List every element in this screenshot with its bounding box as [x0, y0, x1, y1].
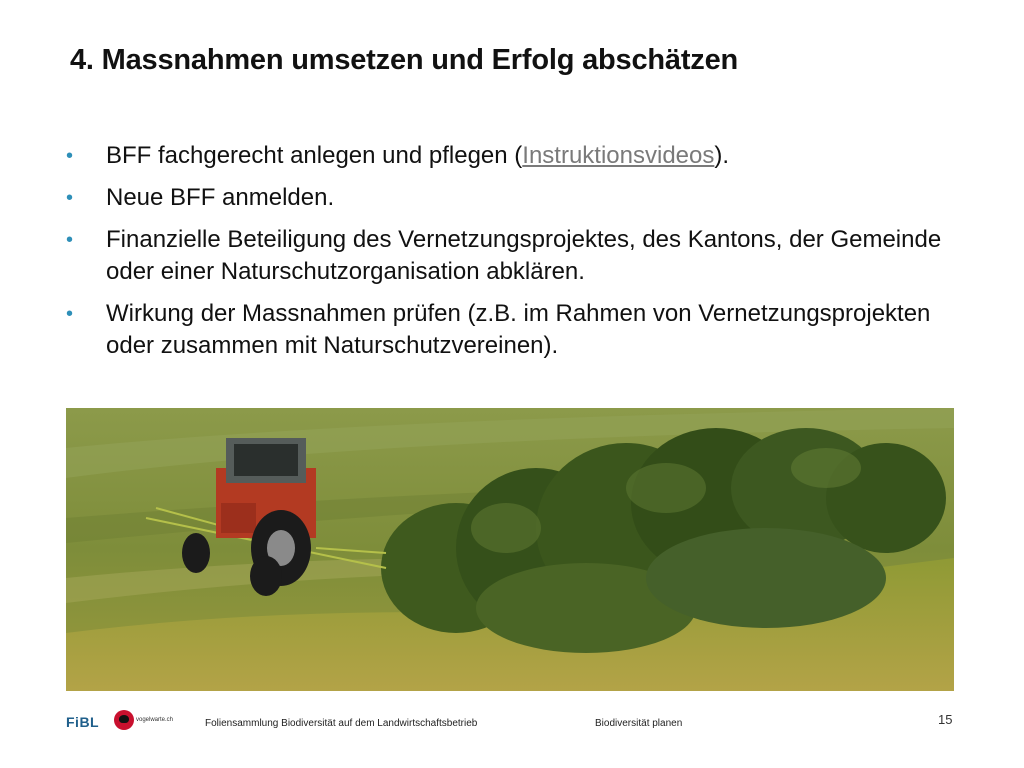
vogelwarte-logo-text: vogelwarte.ch: [136, 717, 174, 723]
bullet-marker: •: [66, 187, 74, 209]
fibl-logo: FiBL: [66, 714, 100, 730]
bullet-item: [66, 182, 966, 214]
tractor-hedge-photo: [66, 408, 954, 691]
bullet-list: [66, 140, 966, 372]
bullet-text: Neue BFF anmelden.: [106, 184, 335, 211]
instruktionsvideos-link[interactable]: Instruktionsvideos: [522, 142, 715, 169]
bullet-text-after-link: ).: [714, 142, 730, 169]
slide-footer: [0, 700, 1024, 750]
vogelwarte-logo: [114, 710, 178, 732]
bullet-item: [66, 298, 966, 362]
bullet-text-before-link: BFF fachgerecht anlegen und pflegen (: [106, 142, 523, 169]
bullet-item: [66, 224, 966, 288]
bird-icon: [119, 715, 129, 723]
footer-section-title: Biodiversität planen: [595, 718, 683, 729]
bullet-text: Wirkung der Massnahmen prüfen (z.B. im Rahmen von Vernetzungsprojekten oder zusammen mit Naturschutzvereinen).: [106, 300, 931, 359]
page-number: 15: [938, 712, 953, 727]
bullet-marker: •: [66, 229, 74, 251]
bullet-text: Finanzielle Beteiligung des Vernetzungsprojektes, des Kantons, der Gemeinde oder einer Naturschutzorganisation abklären.: [106, 226, 942, 285]
slide-title: 4. Massnahmen umsetzen und Erfolg abschätzen: [70, 44, 739, 76]
footer-collection-title: Foliensammlung Biodiversität auf dem Landwirtschaftsbetrieb: [205, 718, 478, 729]
bullet-item: [66, 140, 966, 172]
bullet-marker: •: [66, 303, 74, 325]
bullet-marker: •: [66, 145, 74, 167]
